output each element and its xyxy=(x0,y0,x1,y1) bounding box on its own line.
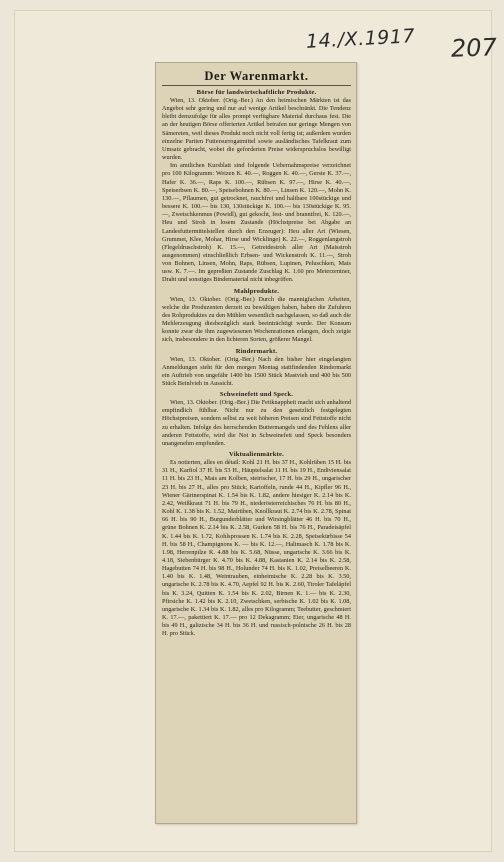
section-heading-produkte: Börse für landwirtschaftliche Produkte. xyxy=(196,89,317,96)
section-heading-schweinefett: Schweinefett und Speck. xyxy=(219,391,294,399)
handwritten-date: 14./X.1917 xyxy=(305,25,416,53)
section-paragraph: Wien, 13. Oktober. (Orig.-Ber.) An den heimischen Märkten ist das Angebot sehr gering und nur auf wenige Artikel beschränkt. Die Tendenz bleibt demzufolge für alles prompt verfügbare Material durchaus fest. Die an der heutigen Börse offerierten Artikel betrafen nur geringe Mengen von Sämereien, weil dieses Produkt noch nicht voll fertig ist; außerdem wurden einzelne Partien Futtersurrogatmittel sowie ausländisches Tafelkraut zum Umsatz gebracht, wobei die geforderten Preise widerspruchslos bewilligt wurden. xyxy=(162,97,351,162)
article-headline: Der Warenmarkt. xyxy=(204,69,309,83)
headline-divider xyxy=(162,85,351,86)
section-heading-mahlprodukte: Mahlprodukte. xyxy=(233,287,280,295)
section-paragraph: Wien, 13. Oktober. (Orig.-Ber.) Nach den bisher hier eingelangten Anmeldungen steht für den morgen Montag stattfindenden Rindermarkt ein Auftrieb von ungefähr 1400 bis 1500 Stück Mastvieh und 400 bis 500 Stück Beinlvieh in Aussicht. xyxy=(162,355,351,387)
section-heading-viktualienmaerkte: Viktualienmärkte. xyxy=(229,451,284,459)
newspaper-clipping xyxy=(155,62,357,824)
handwritten-page-number: 207 xyxy=(450,33,498,63)
section-paragraph: Wien, 13. Oktober. (Orig.-Ber.) Durch die mannigfachen Arbeiten, welche die Produzenten derzeit zu bewältigen haben, haben die Zufuhren des Rohproduktes zu den Mühlen wesentlich nachgelassen, so daß auch die Mehlerzeugung diesbezüglich stark beeinträchtigt wurde. Der Konsum konnte zwar die ihm zugewiesenen Wochenrationen erlangen, doch zeigte sich, insbesondere in den lichteren Sorten, größerer Mangel. xyxy=(162,295,351,344)
section-paragraph: Im amtlichen Kursblatt sind folgende Uebernahmspreise verzeichnet pro 100 Kilogramm: Weizen K. 40.—, Roggen K. 40.—, Gerste K. 37.—, Hafer K. 36.—, Raps K. 100.—, Rübsen K. 97.—, Hirse K. 40.—, Speiserbsen K. 80.—, Speisebohnen K. 80.—, Linsen K. 120.—, Mohn K. 130.—, Pflaumen, gut getrocknet, rauchfrei und haltbare 100stückige und bessere K. 100.— bis 130, 130stückige K. 100.— bis 130stückige K. 95.—, Zwetschkenmus (Powidl), gut gekocht, fest- und branntfrei, K. 120.—, Heu und Stroh in losem Zustande (Höchstpreise bei Abgabe an Landesfuttermittelstellen durch den Erzeuger): Heu aller Art (Wiesen, Grummet, Klee, Mohar, Hirse und Wicklinge) K. 22.—, Roggenlangstroh (Flegeldruschstroh) K. 15.—, Getreidestroh aller Art (Maisstroh ausgenommen) einschließlich Erbsen- und Wickenstroh K. 11.—, Stroh von Bohnen, Linsen, Mohn, Raps, Rübsen, Lupinen, Peluschken, Mais usw. K. 7.—. Im gepreßten Zustande Zuschlag K. 1.60 pro Meterzentner, Draht und sonstiges Bindematerial nicht inbegriffen. xyxy=(162,162,351,284)
section-heading-rindermarkt: Rindermarkt. xyxy=(235,347,278,355)
section-paragraph: Es notierten, alles en détail: Kohl 21 H. bis 37 H., Kohlrüben 15 H. bis 31 H., Karfiol 37 H. bis 53 H., Häuptelsalat 11 H. bis 19 H., Endiviensalat 11 H. bis 23 H., Mais am Kolben, steirischer, 17 H. bis 29 H., ungarischer 23 H. bis 27 H., alles pro Stück; Kartoffeln, runde 44 H., Kipfler 96 H., Wiener Gärtnerspinat K. 1.54 bis K. 1.82, andere hiesiger K. 2.14 bis K. 2.42, Weißkraut 71 H. bis 79 H., niederösterreichisches 76 H. bis 80 H., Kohl K. 1.38 bis K. 1.52, Mairüben, Knollkraut K. 2.74 bis K. 2.78, Spinat 66 H. bis 90 H., Burgunderblätter und Wirsingblätter 46 H. bis 70 H., grüne Bohnen K. 2.14 bis K. 2.58, Gurken 58 H. bis 76 H., Paradeisäpfel K. 1.44 bis K. 1.72, Kohlsprossen K. 1.74 bis K. 2.28, Speisekürbisse 54 H. bis 58 H., Champignons K. — bis K. 12.—, Halimasch K. 1.78 bis K. 1.98, Herrenpilze K. 4.88 bis K. 5.68, Nüsse, ungarische K. 3.66 bis K. 4.18, Siebenbürger K. 4.70 bis K. 4.88, Kastanien K. 2.14 bis K. 2.58, Hagebutten 74 H. bis 98 H., Holunder 74 H. bis K. 1.02, Preiselbeeren K. 1.40 bis K. 1.48, Weintrauben, einheimische K. 2.28 bis K. 3.50, ungarische K. 2.78 bis K. 4.70, Aepfel 92 H. bis K. 2.60, Tiroler Tafeläpfel bis K. 3.24, Quitten K. 1.54 bis K. 2.02, Birnen K. 1.— bis K. 2.30, Pfirsiche K. 1.42 bis K. 2.10, Zwetschken, serbische K. 1.02 bis K. 1.08, ungarische K. 1.34 bis K. 1.82, alles pro Kilogramm; Teebutter, geschmiert K. 17.—, pakettiert K. 17.— pro 12 Dekagramm; Eier, ungarische 48 H. bis 49 H., galizische 34 H. bis 36 H. und russisch-polnische 26 H. bis 28 H. pro Stück. xyxy=(162,459,351,638)
section-paragraph: Wien, 13. Oktober. (Orig.-Ber.) Die Fettknappheit macht sich anhaltend empfindlich fühlbar. Nicht nur zu den gesetzlich festgelegten Höchstpreisen, sondern selbst zu weit höheren Preisen sind Fettstoffe nicht zu erhalten. Infolge des herrschenden Buttermangels und des Fehlens aller anderen Fettstoffe, wird die Not in Schweinefett und Speck besonders unangenehm empfunden. xyxy=(162,399,351,447)
